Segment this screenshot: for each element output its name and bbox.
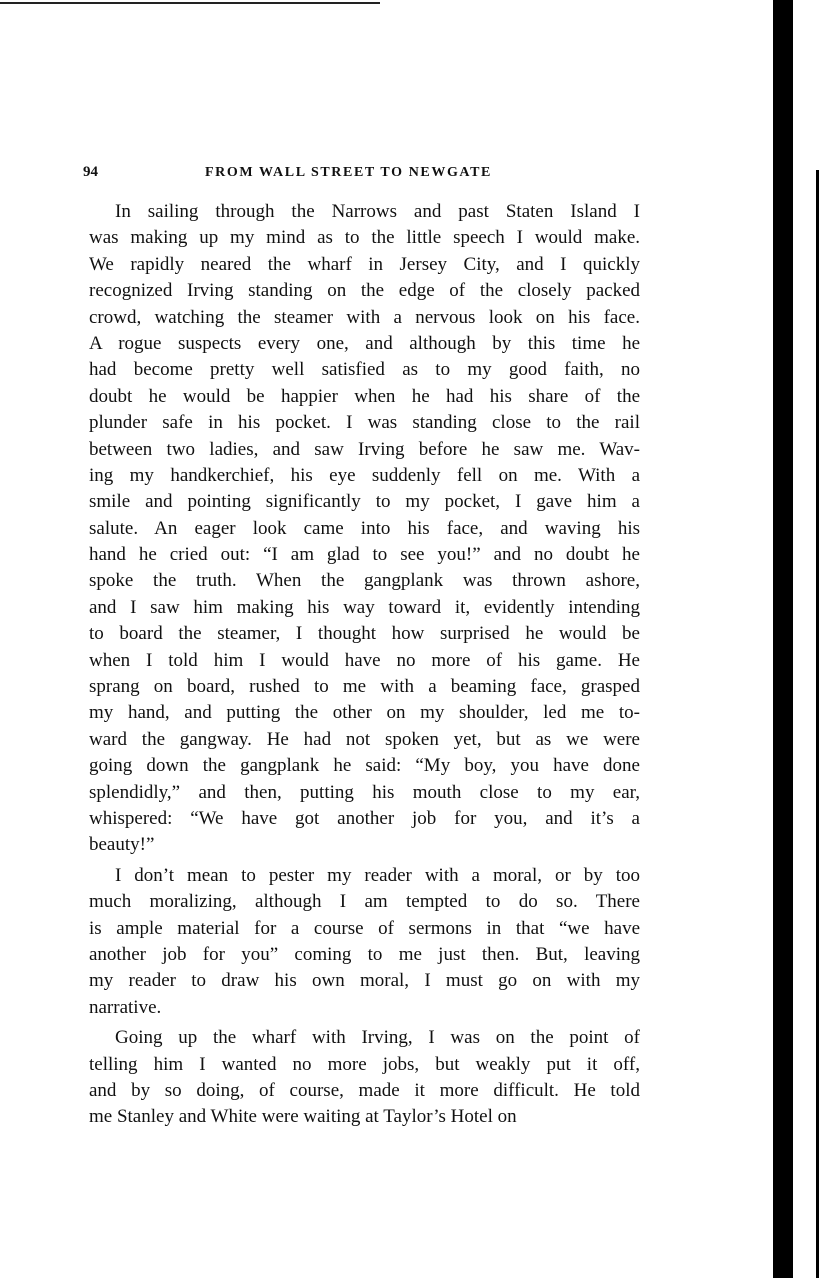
text-line: my reader to draw his own moral, I must go on with my bbox=[89, 970, 640, 992]
running-title: FROM WALL STREET TO NEWGATE bbox=[205, 165, 492, 180]
text-line: salute. An eager look came into his face, and waving his bbox=[89, 517, 640, 539]
text-line: ing my handkerchief, his eye suddenly fell on me. With a bbox=[89, 464, 640, 486]
text-line: whispered: “We have got another job for you, and it’s a bbox=[89, 807, 640, 829]
text-line: In sailing through the Narrows and past Staten Island I bbox=[115, 201, 640, 222]
paragraph bbox=[89, 199, 640, 859]
text-line: when I told him I would have no more of his game. He bbox=[89, 649, 640, 671]
text-line: A rogue suspects every one, and although by this time he bbox=[89, 332, 640, 354]
text-line: and by so doing, of course, made it more difficult. He told bbox=[89, 1079, 640, 1101]
text-line: is ample material for a course of sermons in that “we have bbox=[89, 917, 640, 939]
paragraph bbox=[89, 863, 640, 1021]
page-body bbox=[89, 199, 640, 1135]
text-line: another job for you” coming to me just then. But, leaving bbox=[89, 943, 640, 965]
text-line: my hand, and putting the other on my shoulder, led me to- bbox=[89, 702, 640, 724]
text-line: crowd, watching the steamer with a nervous look on his face. bbox=[89, 306, 640, 328]
text-line: doubt he would be happier when he had his share of the bbox=[89, 385, 640, 407]
text-line: had become pretty well satisfied as to my good faith, no bbox=[89, 359, 640, 381]
text-line: We rapidly neared the wharf in Jersey City, and I quickly bbox=[89, 253, 640, 275]
text-line: spoke the truth. When the gangplank was thrown ashore, bbox=[89, 570, 640, 592]
text-line: was making up my mind as to the little speech I would make. bbox=[89, 227, 640, 249]
text-line: recognized Irving standing on the edge of the closely packed bbox=[89, 280, 640, 302]
text-line: Going up the wharf with Irving, I was on the point of bbox=[115, 1027, 640, 1049]
scan-page-edge bbox=[773, 0, 793, 1278]
text-line: smile and pointing significantly to my pocket, I gave him a bbox=[89, 491, 640, 513]
text-line: plunder safe in his pocket. I was standing close to the rail bbox=[89, 412, 640, 434]
scan-page-edge-line bbox=[816, 170, 819, 1278]
text-line: and I saw him making his way toward it, evidently intending bbox=[89, 596, 640, 618]
text-line: me Stanley and White were waiting at Taylor’s Hotel on bbox=[89, 1106, 517, 1128]
text-line: sprang on board, rushed to me with a beaming face, grasped bbox=[89, 676, 640, 698]
text-line: narrative. bbox=[89, 996, 162, 1018]
paragraph bbox=[89, 1025, 640, 1131]
text-line: ward the gangway. He had not spoken yet, but as we were bbox=[89, 728, 640, 750]
text-line: beauty!” bbox=[89, 834, 155, 856]
text-line: to board the steamer, I thought how surprised he would be bbox=[89, 623, 640, 645]
page-header bbox=[83, 160, 643, 184]
text-line: telling him I wanted no more jobs, but weakly put it off, bbox=[89, 1053, 640, 1075]
text-line: between two ladies, and saw Irving before he saw me. Wav- bbox=[89, 438, 640, 460]
text-line: splendidly,” and then, putting his mouth close to my ear, bbox=[89, 781, 640, 803]
text-line: hand he cried out: “I am glad to see you!” and no doubt he bbox=[89, 544, 640, 566]
scan-top-rule bbox=[0, 2, 380, 4]
page-number: 94 bbox=[83, 164, 98, 180]
text-line: much moralizing, although I am tempted to do so. There bbox=[89, 891, 640, 913]
text-line: going down the gangplank he said: “My boy, you have done bbox=[89, 755, 640, 777]
text-line: I don’t mean to pester my reader with a moral, or by too bbox=[115, 864, 640, 886]
